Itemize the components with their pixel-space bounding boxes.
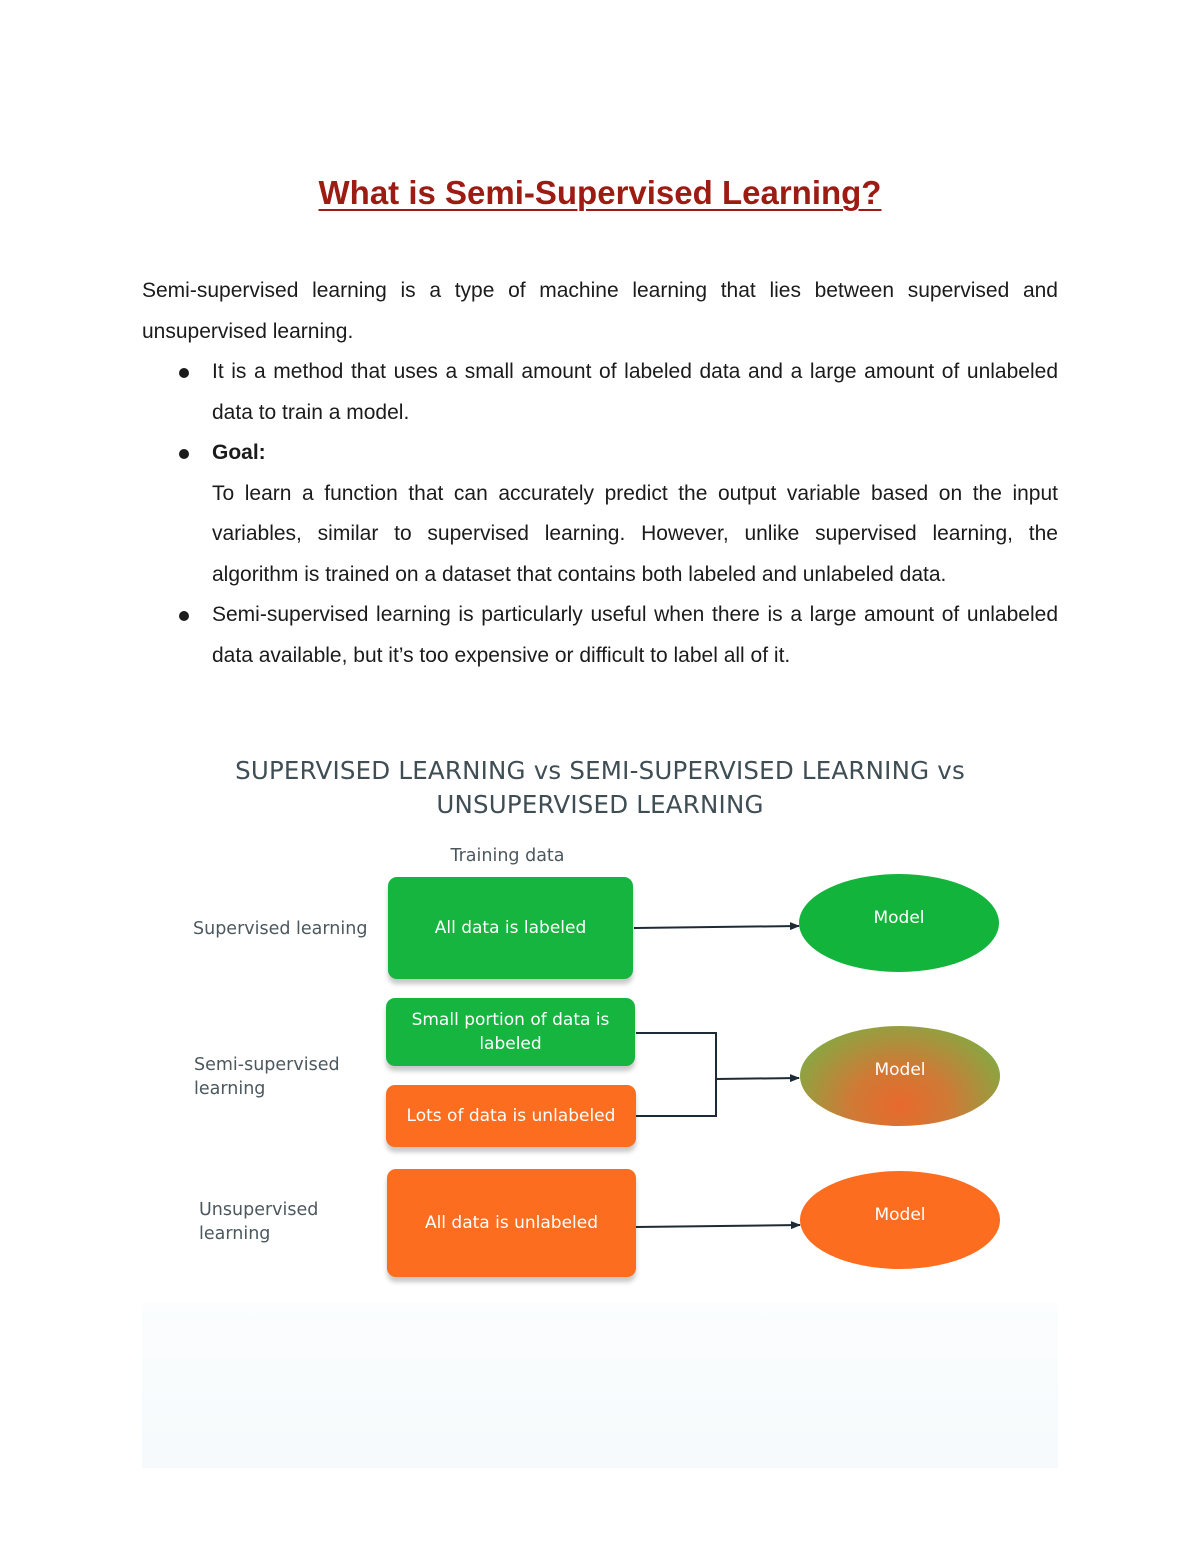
model-label: Model	[873, 908, 925, 928]
box-text: Small portion of data is labeled	[411, 1010, 610, 1054]
row-label-supervised: Supervised learning	[193, 919, 368, 939]
row-label-semi-supervised	[194, 1053, 340, 1101]
row-label-line: Semi-supervised	[194, 1055, 340, 1075]
training-data-header: Training data	[450, 846, 565, 866]
unsupervised-arrow	[636, 1225, 800, 1227]
bullet-icon	[179, 611, 189, 621]
model-ellipse-unsupervised	[800, 1171, 1000, 1269]
page-title: What is Semi-Supervised Learning?	[318, 174, 882, 211]
list-item	[142, 352, 1058, 433]
semi-connector	[636, 1033, 716, 1116]
bullet-text: To learn a function that can accurately predict the output variable based on the input variables, similar to supervised learning. However, unlike supervised learning, the algorithm is trained on a dataset that contains both labeled and unlabeled data.	[212, 481, 1058, 586]
figure-background-band	[142, 1303, 1058, 1468]
semi-arrow	[716, 1078, 799, 1079]
diagram-title-line1: SUPERVISED LEARNING vs SEMI-SUPERVISED LEARNING vs	[235, 756, 965, 785]
bullet-icon	[179, 449, 189, 459]
box-text: Lots of data is unlabeled	[406, 1106, 616, 1126]
supervised-arrow	[634, 926, 799, 928]
small-portion-labeled-box	[386, 998, 635, 1066]
box-text: All data is unlabeled	[424, 1213, 599, 1233]
comparison-diagram	[0, 740, 1200, 1300]
model-label: Model	[874, 1060, 926, 1080]
box-text: All data is labeled	[434, 918, 587, 938]
model-ellipse-semi-supervised	[800, 1026, 1000, 1126]
model-ellipse-supervised	[799, 874, 999, 972]
intro-paragraph: Semi-supervised learning is a type of machine learning that lies between supervised and unsupervised learning.	[142, 279, 1058, 343]
list-item	[142, 433, 1058, 595]
bullet-icon	[179, 368, 189, 378]
row-label-line: learning	[194, 1079, 266, 1099]
list-item	[142, 595, 1058, 676]
all-unlabeled-box	[387, 1169, 636, 1277]
model-label: Model	[874, 1205, 926, 1225]
bullet-text: Semi-supervised learning is particularly useful when there is a large amount of unlabeled data available, but it’s too expensive or difficult to label all of it.	[212, 603, 1058, 667]
bullet-text: It is a method that uses a small amount of labeled data and a large amount of unlabeled data to train a model.	[212, 360, 1058, 424]
row-label-line: learning	[199, 1224, 271, 1244]
diagram-title-line2: UNSUPERVISED LEARNING	[436, 790, 764, 819]
bullet-list	[142, 352, 1058, 676]
row-label-line: Unsupervised	[199, 1200, 319, 1220]
row-label-unsupervised	[199, 1198, 318, 1246]
goal-label: Goal:	[212, 441, 266, 464]
all-labeled-box	[388, 877, 633, 979]
lots-unlabeled-box	[386, 1085, 636, 1147]
body-text	[142, 271, 1058, 676]
